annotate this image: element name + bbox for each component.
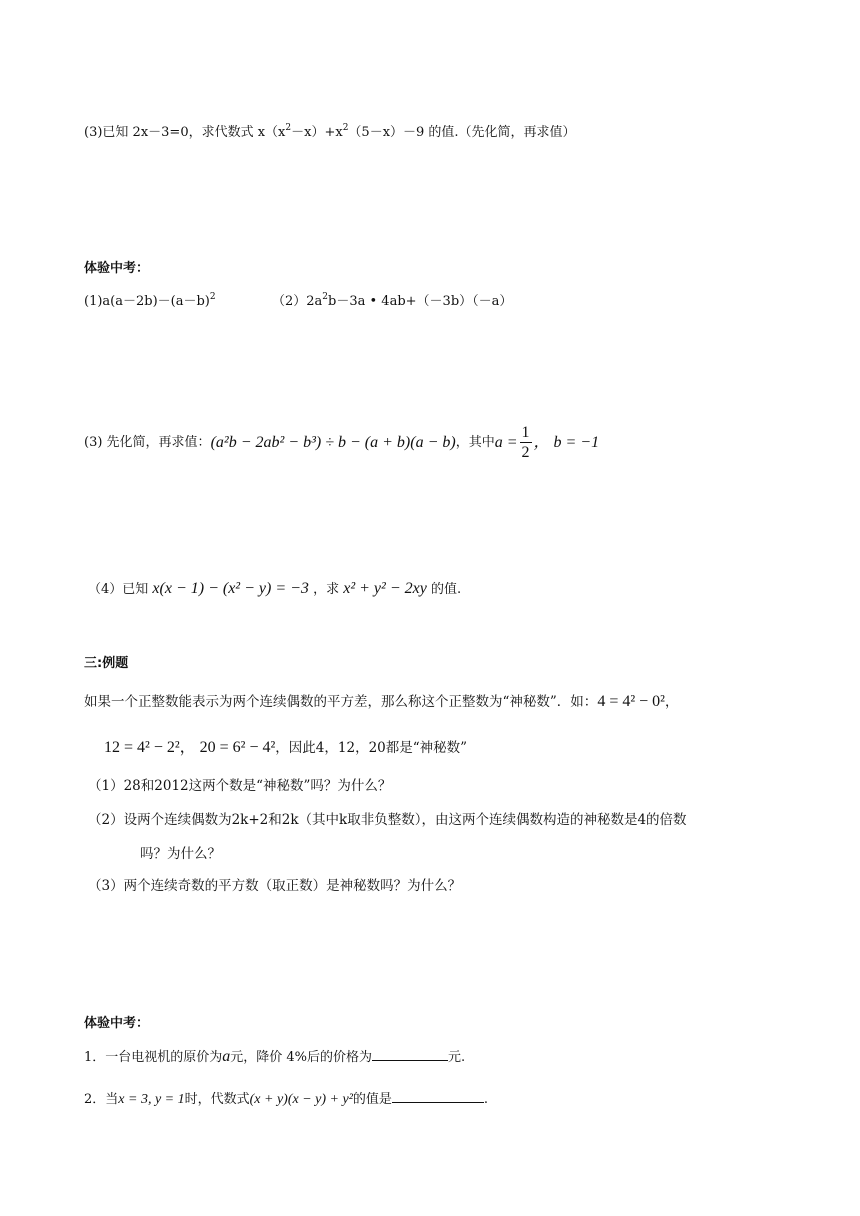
- item-2-expression: (x + y)(x − y) + y²: [249, 1092, 353, 1107]
- item-2-number: 2．: [84, 1092, 106, 1107]
- fill-in-item-2: [84, 1090, 488, 1107]
- problem-3-sup-2: 2: [342, 123, 349, 133]
- fraction-denominator: 2: [521, 443, 530, 461]
- exam-problem-4-expression: x(x − 1) − (x² − y) = −3: [152, 580, 309, 597]
- example-question-3: （3）两个连续奇数的平方数（取正数）是神秘数吗？为什么？: [88, 878, 462, 894]
- exam-problem-4-end: 的值.: [430, 582, 462, 597]
- section-heading-exam-1: 体验中考：: [84, 261, 150, 276]
- example-line-2-expression: 12 = 4² − 2²， 20 = 6² − 4²: [104, 739, 276, 756]
- exam-problem-2-sup: 2: [322, 292, 329, 302]
- fraction-numerator: 1: [521, 424, 530, 441]
- exam-problem-1: [84, 292, 216, 309]
- item-2-condition: x = 3, y = 1: [118, 1092, 185, 1107]
- item-1-mid: 元，降价 4%后的价格为: [230, 1050, 373, 1065]
- example-question-2-line-1: （2）设两个连续偶数为2k+2和2k（其中k取非负整数），由这两个连续偶数构造的神秘数是4的倍数: [88, 812, 687, 828]
- item-1-answer-blank[interactable]: [372, 1048, 448, 1061]
- exam-problem-3-b: ， b = −1: [533, 433, 600, 451]
- item-2-end: .: [483, 1092, 489, 1107]
- problem-3-line: [84, 123, 576, 140]
- problem-3-mid1: －x）+x: [291, 125, 343, 140]
- example-line-2-text: ，因此4，12，20都是“神秘数”: [275, 740, 468, 756]
- problem-3-mid2: （5－x）－9 的值.（先化简，再求值）: [348, 125, 576, 140]
- item-2-end-text: 的值是: [352, 1092, 392, 1107]
- exam-problem-4: [88, 581, 461, 597]
- exam-problem-3-label: (3) 先化简，再求值：: [84, 435, 211, 451]
- exam-problem-4-target: x² + y² − 2xy: [343, 580, 427, 597]
- item-1-prefix: 1．一台电视机的原价为: [84, 1050, 223, 1065]
- exam-problem-1-sup: 2: [209, 292, 216, 302]
- item-1-variable: a: [222, 1048, 231, 1065]
- section-heading-exam-2: 体验中考：: [84, 1016, 150, 1031]
- example-question-2-line-2: 吗？为什么？: [140, 846, 221, 862]
- exam-problem-1-text: (1)a(a－2b)－(a－b): [84, 294, 210, 309]
- exam-problem-4-mid: ，求: [313, 582, 340, 597]
- example-intro-text: 如果一个正整数能表示为两个连续偶数的平方差，那么称这个正整数为“神秘数”．如：: [84, 694, 598, 710]
- example-question-1: （1）28和2012这两个数是“神秘数”吗？为什么？: [88, 778, 392, 794]
- item-2-prefix: 当: [105, 1092, 119, 1107]
- example-intro: [84, 694, 678, 710]
- section-heading-examples: 三:例题: [84, 656, 129, 671]
- exam-problem-3: [84, 424, 599, 462]
- problem-3-prefix: (3)已知 2x－3=0，求代数式 x（x: [84, 125, 286, 140]
- fill-in-item-1: [84, 1048, 465, 1065]
- exam-problem-4-label: （4）已知: [88, 582, 149, 597]
- problem-3-sup-1: 2: [285, 123, 292, 133]
- exam-problem-2: [272, 292, 513, 309]
- exam-problem-3-expression: (a²b − 2ab² − b³) ÷ b − (a + b)(a − b): [210, 433, 456, 451]
- item-1-end: 元.: [448, 1050, 466, 1065]
- fraction-one-half: [520, 424, 532, 462]
- exam-problem-3-a: a =: [494, 433, 518, 451]
- example-intro-expression: 4 = 4² − 0²: [597, 693, 665, 710]
- example-line-2: [104, 740, 467, 756]
- example-intro-end: ，: [664, 694, 679, 710]
- item-2-answer-blank[interactable]: [392, 1090, 484, 1103]
- exam-problem-2-rest: b－3a • 4ab+（－3b）（－a）: [328, 294, 513, 309]
- exam-problem-2-prefix: （2）2a: [272, 294, 323, 309]
- item-2-mid: 时，代数式: [184, 1092, 250, 1107]
- exam-problem-3-where: ，其中: [455, 435, 495, 451]
